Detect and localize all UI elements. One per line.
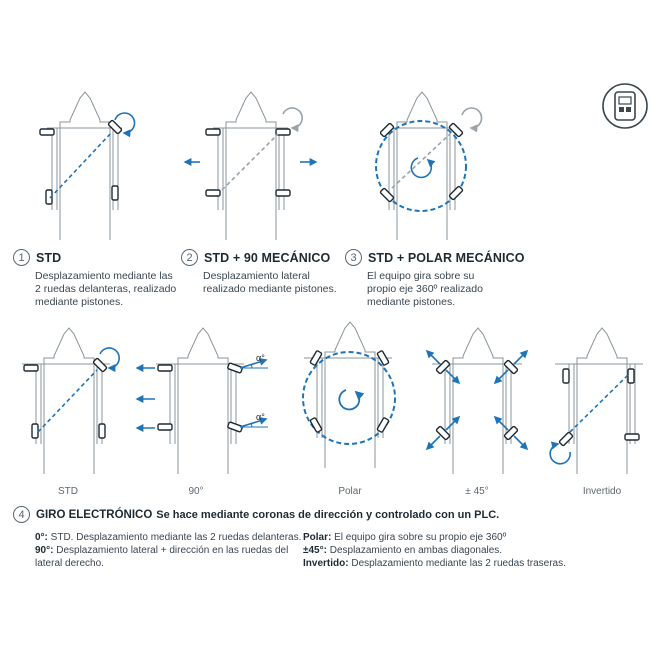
note-term: Invertido: <box>303 558 349 569</box>
section-2-heading <box>181 249 330 266</box>
note-line <box>35 557 301 570</box>
section-3-heading <box>345 249 525 266</box>
note-text: Desplazamiento lateral + dirección en las ruedas del <box>53 545 289 556</box>
section-3-description <box>367 270 483 309</box>
note-text: Desplazamiento en ambas diagonales. <box>326 545 503 556</box>
note-term: 90°: <box>35 545 54 556</box>
section-4-heading <box>13 506 499 523</box>
mode-caption-45: ± 45° <box>465 486 489 497</box>
description-line: mediante pistones. <box>35 296 124 308</box>
step-number: 2 <box>181 249 198 266</box>
note-line <box>303 557 566 570</box>
step-number: 1 <box>13 249 30 266</box>
description-line: 2 ruedas delanteras, realizado <box>35 283 177 295</box>
note-text: STD. Desplazamiento mediante las 2 ruedas delanteras. <box>47 532 302 543</box>
angle-label: α° <box>256 412 265 422</box>
mode-caption-invertido: Invertido <box>582 486 622 497</box>
description-line: Desplazamiento mediante las <box>35 270 173 282</box>
section-title: STD <box>36 250 62 265</box>
note-line <box>303 544 566 557</box>
note-text: El equipo gira sobre su propio eje 360º <box>331 532 507 543</box>
mode-caption-90: 90° <box>188 486 204 497</box>
step-number: 3 <box>345 249 362 266</box>
note-line <box>303 531 566 544</box>
section-1-description <box>35 270 176 309</box>
section-title: GIRO ELECTRÓNICO <box>36 508 153 521</box>
note-line <box>35 544 301 557</box>
description-line: realizado mediante pistones. <box>203 283 337 295</box>
description-line: Desplazamiento lateral <box>203 270 310 282</box>
mode-caption-polar: Polar <box>338 486 362 497</box>
note-term: ±45°: <box>303 545 327 556</box>
section-title: STD + POLAR MECÁNICO <box>368 250 525 265</box>
note-term: 0°: <box>35 532 48 543</box>
description-line: El equipo gira sobre su <box>367 270 475 282</box>
section-title: STD + 90 MECÁNICO <box>204 250 331 265</box>
note-text: lateral derecho. <box>35 558 104 569</box>
description-line: mediante pistones. <box>367 296 456 308</box>
mode-caption-std: STD <box>58 486 78 497</box>
notes-right <box>303 531 566 570</box>
section-2-description <box>203 270 337 296</box>
section-1-heading <box>13 249 61 266</box>
description-line: propio eje 360º realizado <box>367 283 483 295</box>
step-number: 4 <box>13 506 30 523</box>
section-subtitle: Se hace mediante coronas de dirección y controlado con un PLC. <box>156 508 500 521</box>
note-line <box>35 531 301 544</box>
notes-left <box>35 531 301 570</box>
angle-label: α° <box>256 353 265 363</box>
note-term: Polar: <box>303 532 332 543</box>
note-text: Desplazamiento mediante las 2 ruedas traseras. <box>348 558 566 569</box>
